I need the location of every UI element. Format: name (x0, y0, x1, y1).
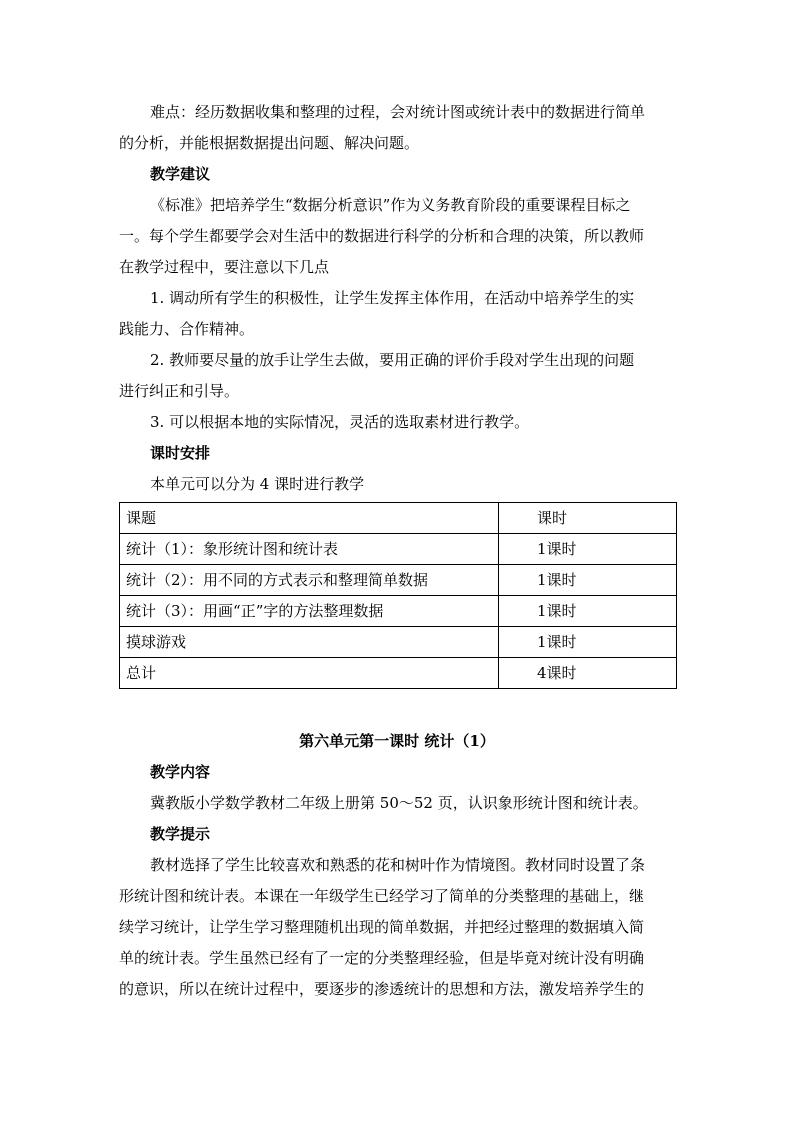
suggestion-item-1-line-1: 1. 调动所有学生的积极性，让学生发挥主体作用，在活动中培养学生的实 (150, 289, 635, 307)
suggestion-paragraph-line-2: 一。每个学生都要学会对生活中的数据进行科学的分析和合理的决策，所以教师 (119, 227, 645, 245)
row-topic: 总计 (120, 658, 499, 689)
content-text: 冀教版小学数学教材二年级上册第 50～52 页，认识象形统计图和统计表。 (150, 794, 648, 812)
header-topic: 课题 (120, 503, 499, 534)
teaching-suggestion-heading: 教学建议 (150, 165, 211, 183)
suggestion-item-3: 3. 可以根据本地的实际情况，灵活的选取素材进行教学。 (150, 413, 530, 431)
hint-line-5: 的意识，所以在统计过程中，要逐步的渗透统计的思想和方法，激发培养学生的 (119, 980, 645, 998)
suggestion-item-1-line-2: 践能力、合作精神。 (119, 320, 255, 338)
suggestion-paragraph-line-3: 在教学过程中，要注意以下几点 (119, 258, 330, 276)
row-periods: 1课时 (499, 596, 677, 627)
table-row (120, 565, 677, 596)
row-topic: 摸球游戏 (120, 627, 499, 658)
lesson-title: 第六单元第一课时 统计（1） (299, 732, 495, 750)
row-periods: 1课时 (499, 565, 677, 596)
hint-line-1: 教材选择了学生比较喜欢和熟悉的花和树叶作为情境图。教材同时设置了条 (150, 856, 646, 874)
suggestion-item-2-line-2: 进行纠正和引导。 (119, 382, 240, 400)
suggestion-item-2-line-1: 2. 教师要尽量的放手让学生去做，要用正确的评价手段对学生出现的问题 (150, 351, 635, 369)
table-row (120, 534, 677, 565)
difficulty-line-2: 的分析，并能根据数据提出问题、解决问题。 (119, 134, 420, 152)
row-topic: 统计（1）：象形统计图和统计表 (120, 534, 499, 565)
row-topic: 统计（2）：用不同的方式表示和整理简单数据 (120, 565, 499, 596)
row-periods: 1课时 (499, 627, 677, 658)
table-row (120, 627, 677, 658)
schedule-table (119, 502, 677, 689)
table-header-row (120, 503, 677, 534)
hint-line-2: 形统计图和统计表。本课在一年级学生已经学习了简单的分类整理的基础上，继 (119, 887, 645, 905)
schedule-heading: 课时安排 (150, 444, 211, 462)
row-periods: 4课时 (499, 658, 677, 689)
hint-line-3: 续学习统计，让学生学习整理随机出现的简单数据，并把经过整理的数据填入简 (119, 918, 645, 936)
suggestion-paragraph-line-1: 《标准》把培养学生“数据分析意识”作为义务教育阶段的重要课程目标之 (150, 196, 631, 214)
difficulty-line-1: 难点：经历数据收集和整理的过程，会对统计图或统计表中的数据进行简单 (150, 103, 646, 121)
content-heading: 教学内容 (150, 763, 211, 781)
header-periods: 课时 (499, 503, 677, 534)
row-topic: 统计（3）：用画“正”字的方法整理数据 (120, 596, 499, 627)
hint-heading: 教学提示 (150, 825, 211, 843)
table-row (120, 596, 677, 627)
schedule-intro: 本单元可以分为 4 课时进行教学 (150, 475, 365, 493)
hint-line-4: 单的统计表。学生虽然已经有了一定的分类整理经验，但是毕竟对统计没有明确 (119, 949, 645, 967)
row-periods: 1课时 (499, 534, 677, 565)
table-row-total (120, 658, 677, 689)
